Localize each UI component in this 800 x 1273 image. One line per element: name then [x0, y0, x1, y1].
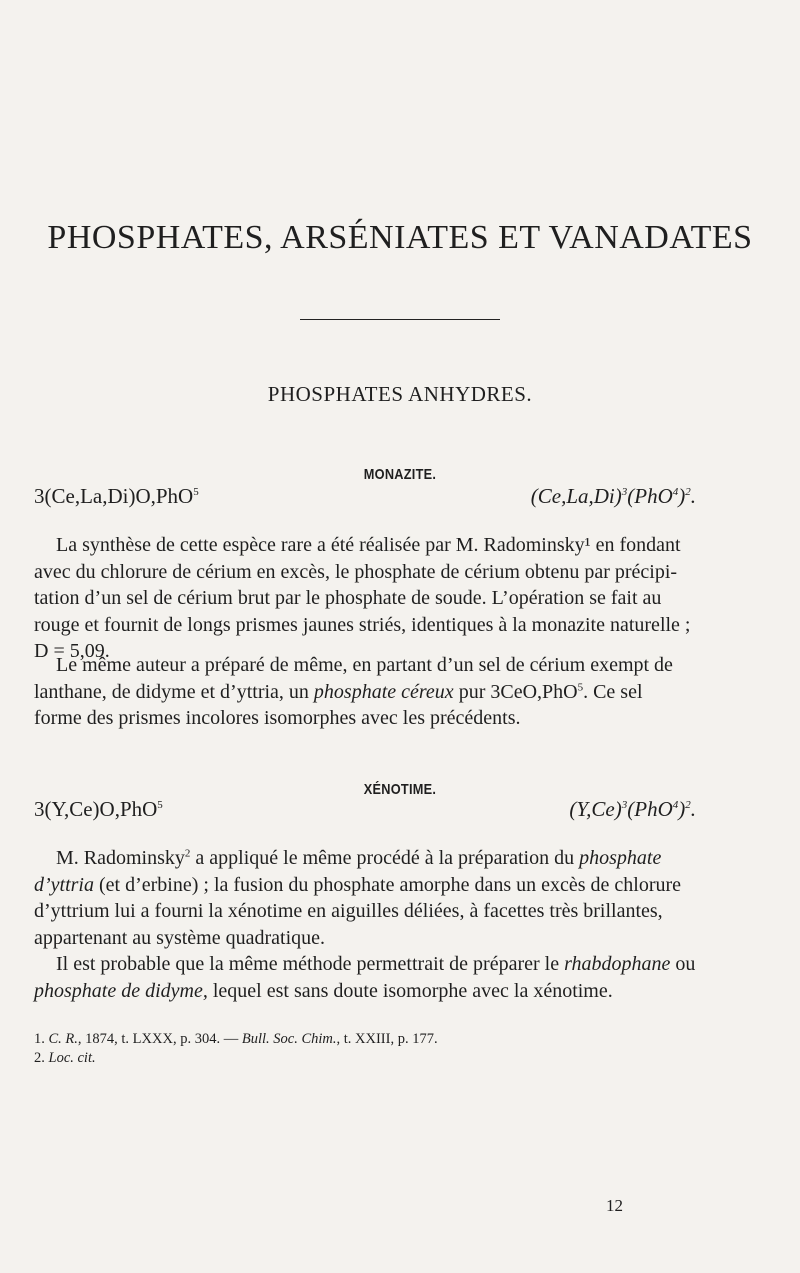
mineral-heading-xenotime: XÉNOTIME. — [363, 781, 437, 798]
mineral-heading-monazite: MONAZITE. — [363, 466, 437, 483]
text-line: rouge et fournit de longs prismes jaunes striés, identiques à la monazite naturelle ; — [34, 613, 691, 636]
xenotime-atomic-formula: $(Y,Ce)^3(PhO^4)^2$. — [569, 797, 696, 821]
text-line: d’yttria (et d’erbine) ; la fusion du phosphate amorphe dans un excès de chlorure — [34, 873, 682, 896]
xenotime-probable-paragraph — [34, 951, 706, 1004]
page-number: 12 — [606, 1196, 623, 1215]
text-line: M. Radominsky$^2$ a appliqué le même procédé à la préparation du phosphate — [56, 847, 662, 869]
footnote-2: 2. Loc. cit. — [34, 1050, 96, 1066]
text-line: Il est probable que la même méthode permettrait de préparer le rhabdophane ou — [56, 953, 696, 975]
text-line: Le même auteur a préparé de même, en partant d’un sel de cérium exempt de — [56, 654, 673, 676]
text-line: appartenant au système quadratique. — [34, 926, 325, 949]
title-divider — [300, 319, 500, 320]
text-line: D = 5,09. — [34, 640, 110, 662]
monazite-atomic-formula: $(Ce,La,Di)^3(PhO^4)^2$. — [530, 484, 696, 508]
xenotime-oxide-formula: 3(Y,Ce)O,PhO$^5$ — [34, 797, 163, 821]
section-subtitle: PHOSPHATES ANHYDRES. — [267, 382, 533, 406]
monazite-synthesis-paragraph — [34, 532, 706, 665]
text-line: forme des prismes incolores isomorphes avec les précédents. — [34, 707, 521, 729]
text-line: avec du chlorure de cérium en excès, le phosphate de cérium obtenu par précipi- — [34, 560, 678, 583]
text-line: d’yttrium lui a fourni la xénotime en aiguilles déliées, à facettes très brillantes, — [34, 900, 663, 922]
text-line: La synthèse de cette espèce rare a été réalisée par M. Radominsky¹ en fondant — [56, 534, 681, 556]
text-line: lanthane, de didyme et d’yttria, un phosphate céreux pur 3CeO,PhO$^5$. Ce sel — [34, 680, 643, 703]
text-line: phosphate de didyme, lequel est sans doute isomorphe avec la xénotime. — [34, 979, 613, 1002]
footnote-1: 1. C. R., 1874, t. LXXX, p. 304. — Bull. Soc. Chim., t. XXIII, p. 177. — [34, 1031, 438, 1047]
monazite-oxide-formula: 3(Ce,La,Di)O,PhO$^5$ — [34, 484, 199, 508]
text-line: tation d’un sel de cérium brut par le phosphate de soude. L’opération se fait au — [34, 587, 662, 609]
page-title: PHOSPHATES, ARSÉNIATES ET VANADATES — [47, 219, 753, 256]
monazite-cerous-paragraph — [34, 652, 706, 732]
xenotime-synthesis-paragraph — [34, 845, 706, 951]
